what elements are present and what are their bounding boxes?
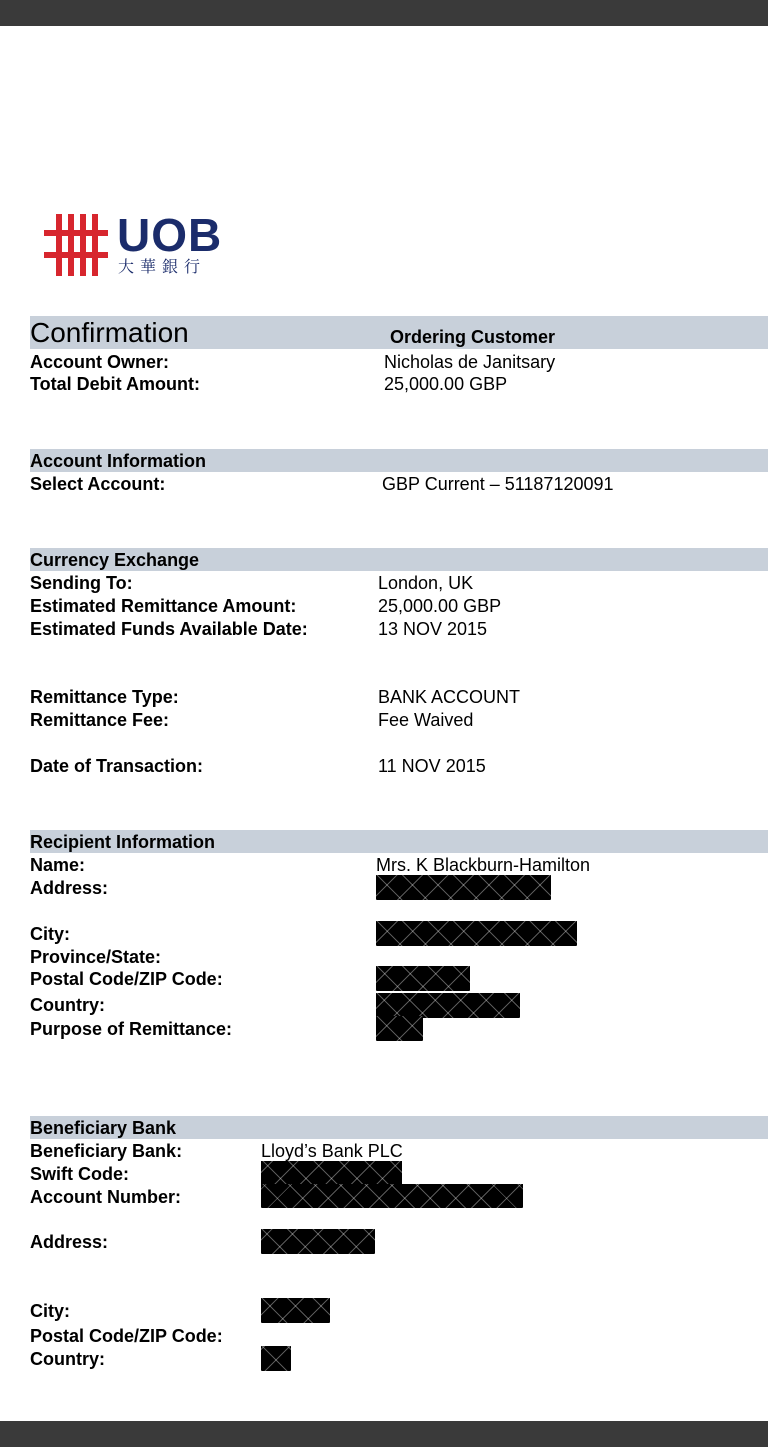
bottom-bar [0, 1421, 768, 1447]
funds-available-value: 13 NOV 2015 [378, 619, 488, 639]
transaction-date-label: Date of Transaction: [30, 756, 204, 776]
redacted-purpose [376, 1016, 423, 1041]
page-title: Confirmation [30, 317, 189, 348]
account-number-label: Account Number: [30, 1187, 182, 1207]
swift-code-label: Swift Code: [30, 1164, 129, 1184]
beneficiary-bank-value: Lloyd’s Bank PLC [261, 1141, 403, 1161]
recipient-postal-label: Postal Code/ZIP Code: [30, 969, 223, 989]
estimated-amount-label: Estimated Remittance Amount: [30, 596, 297, 616]
select-account-label: Select Account: [30, 474, 166, 494]
recipient-name-label: Name: [30, 855, 86, 875]
bank-country-label: Country: [30, 1349, 105, 1369]
recipient-province-label: Province/State: [30, 947, 162, 967]
beneficiary-heading: Beneficiary Bank [30, 1118, 177, 1138]
account-owner-label: Account Owner: [30, 352, 170, 372]
select-account-value: GBP Current – 51187120091 [382, 474, 614, 494]
recipient-country-label: Country: [30, 995, 105, 1015]
bank-postal-label: Postal Code/ZIP Code: [30, 1326, 223, 1346]
redacted-bank-address [261, 1229, 375, 1254]
uob-logo [44, 210, 244, 280]
redacted-recipient-address [376, 875, 551, 900]
remittance-fee-value: Fee Waived [378, 710, 474, 730]
sending-to-value: London, UK [378, 573, 474, 593]
redacted-bank-country [261, 1346, 291, 1371]
beneficiary-bank-label: Beneficiary Bank: [30, 1141, 183, 1161]
redacted-recipient-country [376, 993, 520, 1018]
sending-to-label: Sending To: [30, 573, 133, 593]
estimated-amount-value: 25,000.00 GBP [378, 596, 502, 616]
remittance-fee-label: Remittance Fee: [30, 710, 170, 730]
remittance-type-value: BANK ACCOUNT [378, 687, 521, 707]
bank-address-label: Address: [30, 1232, 109, 1252]
bank-city-label: City: [30, 1301, 70, 1321]
ordering-customer-heading: Ordering Customer [390, 327, 556, 347]
funds-available-label: Estimated Funds Available Date: [30, 619, 308, 639]
uob-chinese-name: 大華銀行 [118, 259, 207, 276]
recipient-heading: Recipient Information [30, 832, 216, 852]
account-info-heading: Account Information [30, 451, 206, 471]
uob-wordmark: UOB [117, 209, 223, 261]
recipient-city-label: City: [30, 924, 70, 944]
redacted-recipient-city [376, 921, 577, 946]
uob-logo-mark-icon [44, 212, 110, 280]
total-debit-label: Total Debit Amount: [30, 374, 200, 394]
redacted-swift-code [261, 1161, 402, 1185]
recipient-address-label: Address: [30, 878, 109, 898]
account-owner-value: Nicholas de Janitsary [384, 352, 556, 372]
redacted-account-number [261, 1184, 523, 1208]
transaction-date-value: 11 NOV 2015 [378, 756, 486, 776]
redacted-bank-city [261, 1298, 330, 1323]
redacted-recipient-postal [376, 966, 470, 991]
total-debit-value: 25,000.00 GBP [384, 374, 508, 394]
top-bar [0, 0, 768, 26]
remittance-type-label: Remittance Type: [30, 687, 179, 707]
purpose-label: Purpose of Remittance: [30, 1019, 233, 1039]
currency-exchange-heading: Currency Exchange [30, 550, 200, 570]
recipient-name-value: Mrs. K Blackburn-Hamilton [376, 855, 591, 875]
